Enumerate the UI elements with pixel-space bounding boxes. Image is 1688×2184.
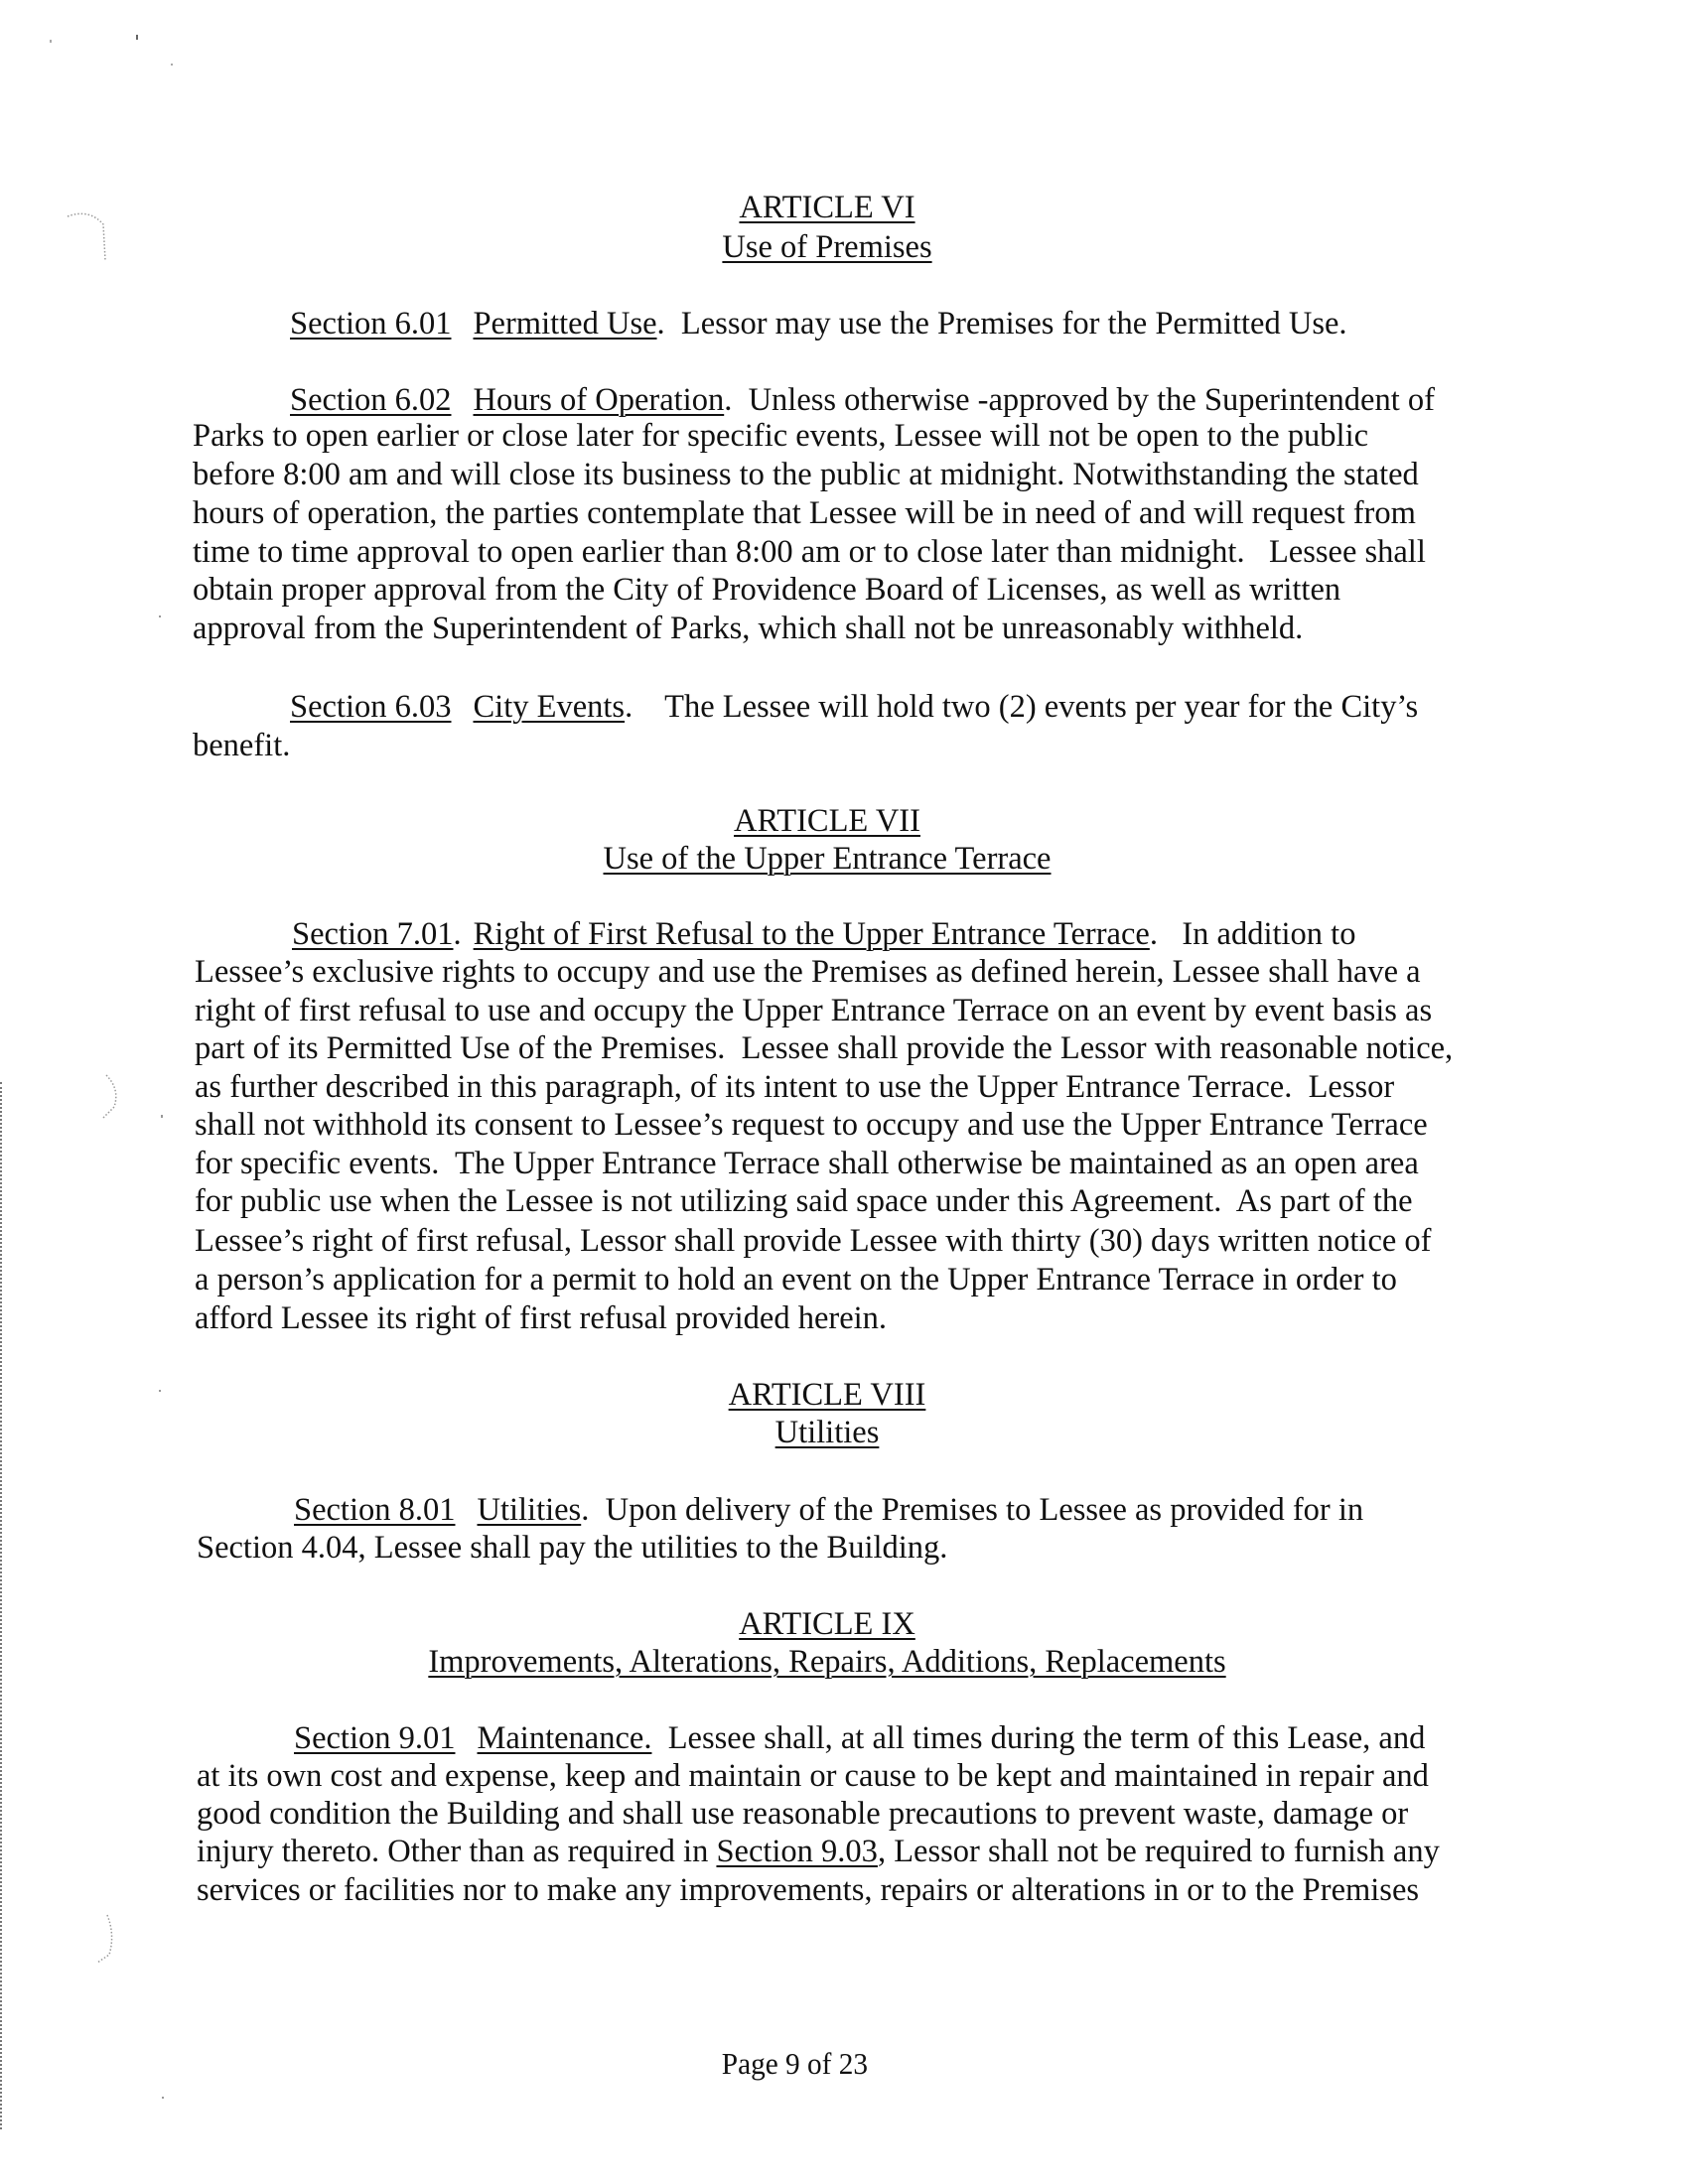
paragraph-line: hours of operation, the parties contemplate that Lessee will be in need of and will request from — [193, 495, 1416, 531]
scan-speck — [171, 64, 173, 66]
section-6-01: Section 6.01 Permitted Use. Lessor may use the Premises for the Permitted Use. — [290, 306, 1347, 341]
article-heading: ARTICLE IX — [739, 1606, 915, 1642]
scan-speck — [159, 615, 161, 617]
article-title: Improvements, Alterations, Repairs, Additions, Replacements — [428, 1644, 1226, 1680]
hole-punch-mark-middle — [94, 1067, 134, 1127]
article-title: Use of Premises — [722, 229, 932, 265]
section-8-01: Section 8.01 Utilities. Upon delivery of the Premises to Lessee as provided for in — [294, 1492, 1364, 1528]
section-label: Section 6.02 — [290, 382, 452, 418]
section-heading: Hours of Operation — [473, 382, 725, 418]
section-6-03: Section 6.03 City Events. The Lessee will hold two (2) events per year for the City’s — [290, 689, 1419, 725]
section-heading: Permitted Use — [473, 306, 657, 341]
section-label: Section 7.01 — [292, 916, 454, 952]
paragraph-line: shall not withhold its consent to Lessee’s request to occupy and use the Upper Entrance Terrace — [195, 1107, 1428, 1143]
section-label: Section 9.01 — [294, 1720, 456, 1756]
hole-punch-mark-bottom — [89, 1911, 129, 1980]
section-heading: Right of First Refusal to the Upper Entrance Terrace — [473, 916, 1150, 952]
section-heading: City Events — [473, 689, 626, 725]
section-heading: Utilities — [477, 1492, 582, 1528]
section-label: Section 8.01 — [294, 1492, 456, 1528]
paragraph-line: afford Lessee its right of first refusal provided herein. — [195, 1300, 888, 1336]
paragraph-line: as further described in this paragraph, of its intent to use the Upper Entrance Terrace. Lessor — [195, 1069, 1395, 1105]
section-label: Section 6.01 — [290, 306, 452, 341]
paragraph-line: services or facilities nor to make any improvements, repairs or alterations in or to the Premises — [197, 1872, 1420, 1908]
article-heading: ARTICLE VIII — [728, 1377, 926, 1413]
section-6-02: Section 6.02 Hours of Operation. Unless otherwise -approved by the Superintendent of — [290, 382, 1435, 418]
paragraph-line: Lessee’s right of first refusal, Lessor shall provide Lessee with thirty (30) days written notice of — [195, 1223, 1432, 1259]
paragraph-line: right of first refusal to use and occupy the Upper Entrance Terrace on an event by event basis as — [195, 993, 1433, 1028]
scan-speck — [161, 1115, 163, 1118]
paragraph-line: Section 4.04, Lessee shall pay the utilities to the Building. — [197, 1530, 948, 1566]
paragraph-line: a person’s application for a permit to hold an event on the Upper Entrance Terrace in order to — [195, 1262, 1397, 1297]
section-9-01: Section 9.01 Maintenance. Lessee shall, at all times during the term of this Lease, and — [294, 1720, 1426, 1756]
section-reference-link: Section 9.03 — [716, 1834, 878, 1869]
paragraph-line: Lessee’s exclusive rights to occupy and use the Premises as defined herein, Lessee shall have a — [195, 954, 1421, 990]
section-heading: Maintenance. — [477, 1720, 652, 1756]
article-heading: ARTICLE VI — [739, 190, 915, 225]
paragraph-line: part of its Permitted Use of the Premises. Lessee shall provide the Lessor with reasonable notice, — [195, 1030, 1454, 1066]
paragraph-line: obtain proper approval from the City of Providence Board of Licenses, as well as written — [193, 572, 1341, 608]
article-heading: ARTICLE VII — [734, 803, 920, 839]
section-label: Section 6.03 — [290, 689, 452, 725]
section-7-01: Section 7.01. Right of First Refusal to the Upper Entrance Terrace. In addition to — [292, 916, 1356, 952]
paragraph-line: for public use when the Lessee is not utilizing said space under this Agreement. As part of the — [195, 1183, 1413, 1219]
paragraph-line: good condition the Building and shall use reasonable precautions to prevent waste, damage or — [197, 1796, 1409, 1832]
paragraph-line-with-reference: injury thereto. Other than as required in Section 9.03, Lessor shall not be required to furnish any — [197, 1834, 1440, 1869]
paragraph-line: time to time approval to open earlier than 8:00 am or to close later than midnight. Lessee shall — [193, 534, 1426, 570]
paragraph-line: before 8:00 am and will close its business to the public at midnight. Notwithstanding the stated — [193, 457, 1419, 492]
paragraph-line: approval from the Superintendent of Parks, which shall not be unreasonably withheld. — [193, 611, 1304, 646]
scan-speck — [50, 40, 52, 43]
article-title: Utilities — [774, 1415, 880, 1450]
paragraph-line: Parks to open earlier or close later for specific events, Lessee will not be open to the public — [193, 418, 1369, 454]
article-title: Use of the Upper Entrance Terrace — [603, 841, 1052, 877]
page-number: Page 9 of 23 — [721, 2046, 869, 2081]
scan-speck — [162, 2097, 164, 2099]
paragraph-line: benefit. — [193, 728, 291, 763]
scan-speck — [136, 35, 138, 40]
paragraph-line: at its own cost and expense, keep and maintain or cause to be kept and maintained in repair and — [197, 1758, 1429, 1794]
paragraph-line: for specific events. The Upper Entrance Terrace shall otherwise be maintained as an open area — [195, 1146, 1419, 1181]
